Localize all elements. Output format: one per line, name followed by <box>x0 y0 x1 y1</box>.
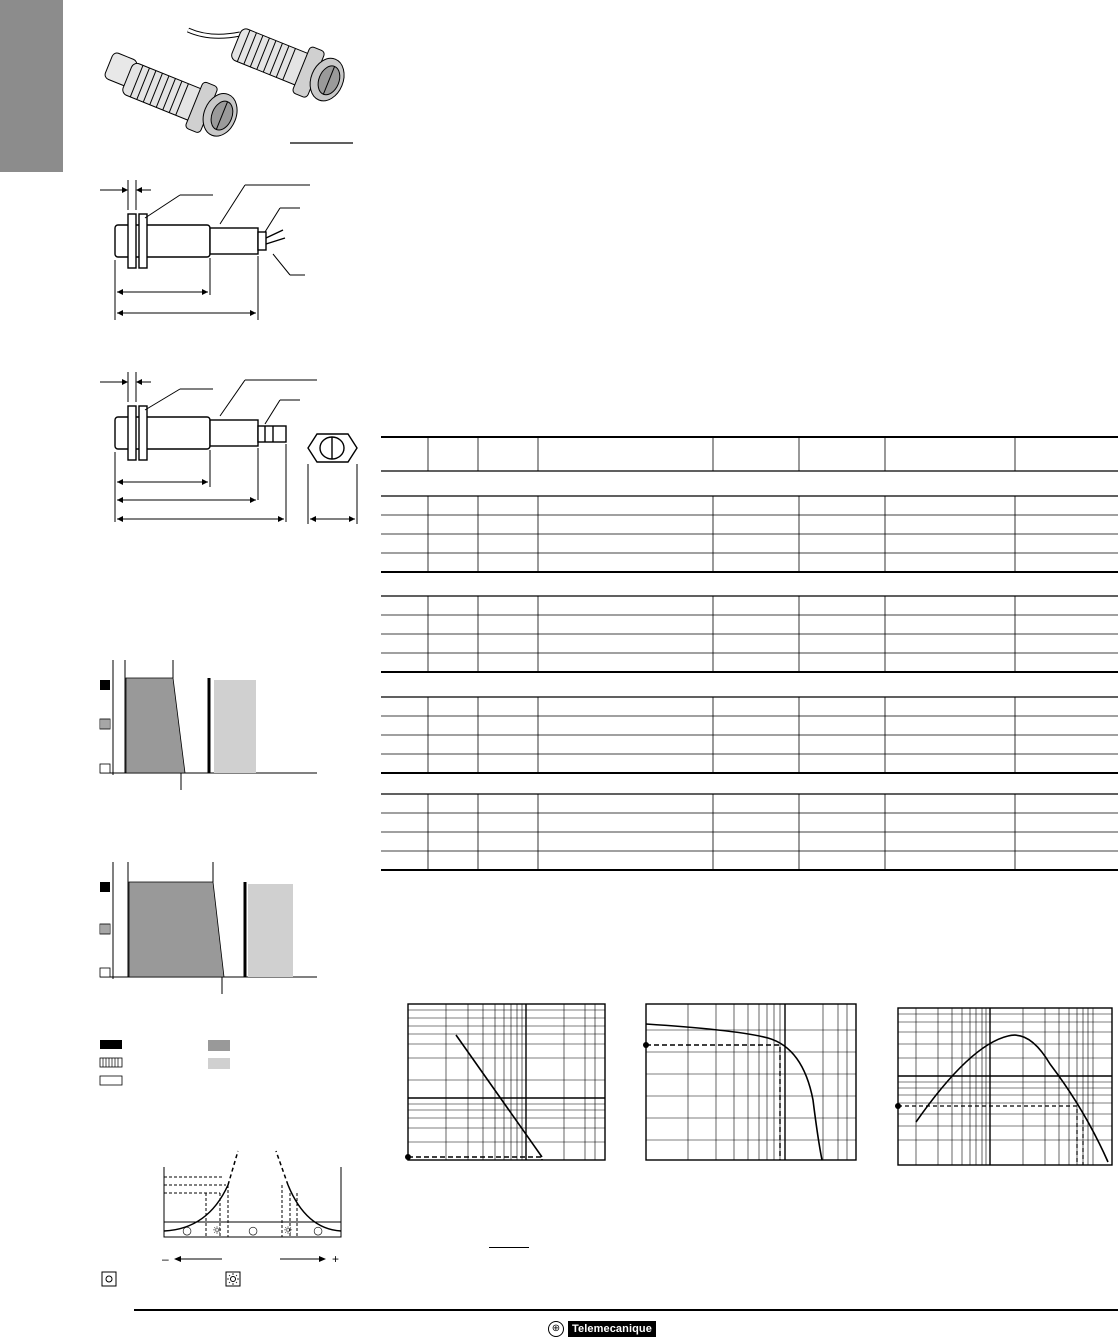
brand-logo <box>548 1320 656 1338</box>
plus-sign: + <box>332 1252 340 1266</box>
dimension-drawing-cable <box>95 180 315 325</box>
zone-marker-off-3: ○ <box>313 1224 323 1237</box>
led-off-icon <box>102 1272 116 1286</box>
spec-table-grid <box>381 436 1118 872</box>
minus-sign: – <box>162 1252 169 1266</box>
footer-rule <box>134 1309 1118 1311</box>
detection-zone-diagram-1 <box>95 660 325 770</box>
graph-c <box>890 1000 1115 1170</box>
zone-marker-off-2: ○ <box>248 1224 258 1237</box>
section-side-tab <box>0 0 63 172</box>
zone-marker-on-1: ☼ <box>212 1224 222 1237</box>
brand-name: Telemecanique <box>568 1321 656 1337</box>
graph-b <box>638 1000 860 1165</box>
legend-swatch-empty <box>100 1076 122 1085</box>
led-indication-diagram <box>160 1145 345 1270</box>
graph-a-caption-rule <box>489 1247 529 1248</box>
fill-legend <box>100 1040 240 1086</box>
legend-swatch-solid <box>100 1040 122 1049</box>
product-photo <box>90 10 360 160</box>
zone-marker-on-2: ☼ <box>283 1224 293 1237</box>
telemecanique-logo-icon: ⊕ <box>548 1321 564 1337</box>
dimension-drawing-connector <box>95 372 365 527</box>
graph-a <box>400 1000 610 1165</box>
detection-zone-diagram-2 <box>95 862 325 997</box>
led-symbol-legend <box>100 1270 250 1290</box>
legend-swatch-light-grey <box>208 1058 230 1069</box>
zone-marker-off-1: ○ <box>182 1224 192 1237</box>
legend-swatch-dark-grey <box>208 1040 230 1051</box>
